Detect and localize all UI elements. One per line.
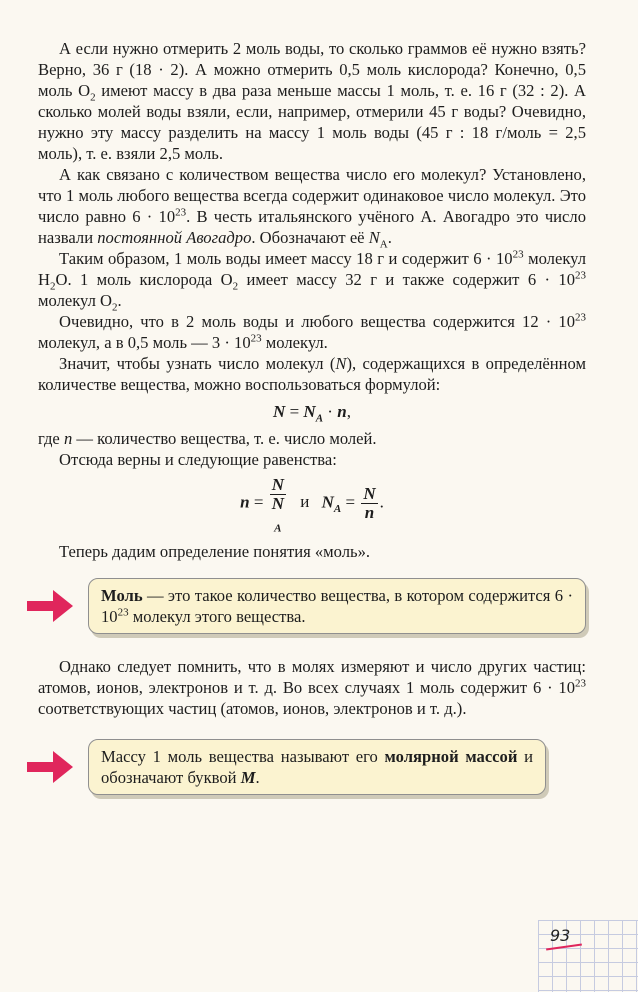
paragraph-1: А если нужно отмерить 2 моль воды, то сколько граммов её нужно взять? Верно, 36 г (18 · 2). А можно отмерить 0,5 моль кислорода? Конечно, 0,5 моль $O_2$ имеют массу в два раза меньше массы 1 моль, т. е. 16 г (32 : 2). А сколько молей воды взяли, если, например, отмерили 45 г воды? Очевидно, нужно эту массу разделить на массу 1 моль воды (45 г : 18 г/моль = 2,5 моль), т. е. взяли 2,5 моль. [38, 39, 587, 163]
page-number: 93 [550, 926, 571, 945]
paragraph-6: где n — количество вещества, т. е. число молей. [38, 429, 377, 448]
formula-n-equals-na-n: $N = N_A \cdot n$, [273, 402, 351, 425]
definition-box-mole: Моль — это такое количество вещества, в котором содержится $6 \cdot 10^{23}$ молекул этого вещества. [88, 578, 586, 634]
paragraph-5: Значит, чтобы узнать число молекул (N), содержащихся в определённом количестве вещества, можно воспользоваться формулой: [38, 354, 586, 394]
fraction-2: $\frac{N}{n}$ [363, 484, 376, 522]
paragraph-8: Теперь дадим определение понятия «моль». [59, 542, 371, 561]
paragraph-3: Таким образом, 1 моль воды имеет массу 18 г и содержит $6 \cdot 10^{23}$ молекул $H_2O$. 1 моль кислорода $O_2$ имеет массу 32 г и также содержит $6 \cdot 10^{23}$ молекул $O_2$. [38, 248, 586, 314]
fraction-1: N N $_A$ [271, 475, 284, 535]
page-content [38, 38, 586, 795]
arrow-right-icon [23, 747, 75, 787]
paragraph-7: Отсюда верны и следующие равенства: [59, 450, 337, 469]
formula-equalities: n = N N $_A$ и $N_A$ = $\frac{N}{n}$ . [240, 475, 384, 535]
arrow-right-icon [23, 586, 75, 626]
definition-box-molar-mass: Массу 1 моль вещества называют его молярной массой и обозначают буквой M. [88, 739, 546, 795]
paragraph-2: А как связано с количеством вещества число его молекул? Установлено, что 1 моль любого вещества всегда содержит одинаковое число молекул. Это число равно $6 \cdot 10^{23}$. В честь итальянского учёного А. Авогадро это число назвали постоянной Авогадро. Обозначают её $N_A$. [38, 165, 586, 251]
page-number-block [538, 920, 638, 992]
paragraph-9: Однако следует помнить, что в молях измеряют и число других частиц: атомов, ионов, электронов и т. д. Во всех случаях 1 моль содержит $6 \cdot 10^{23}$ соответствующих частиц (атомов, ионов, электронов и т. д.). [38, 657, 586, 718]
avogadro-term: постоянной Авогадро [97, 228, 252, 247]
paragraph-4: Очевидно, что в 2 моль воды и любого вещества содержится $12 \cdot 10^{23}$ молекул, а в 0,5 моль — $3 \cdot 10^{23}$ молекул. [38, 311, 586, 352]
